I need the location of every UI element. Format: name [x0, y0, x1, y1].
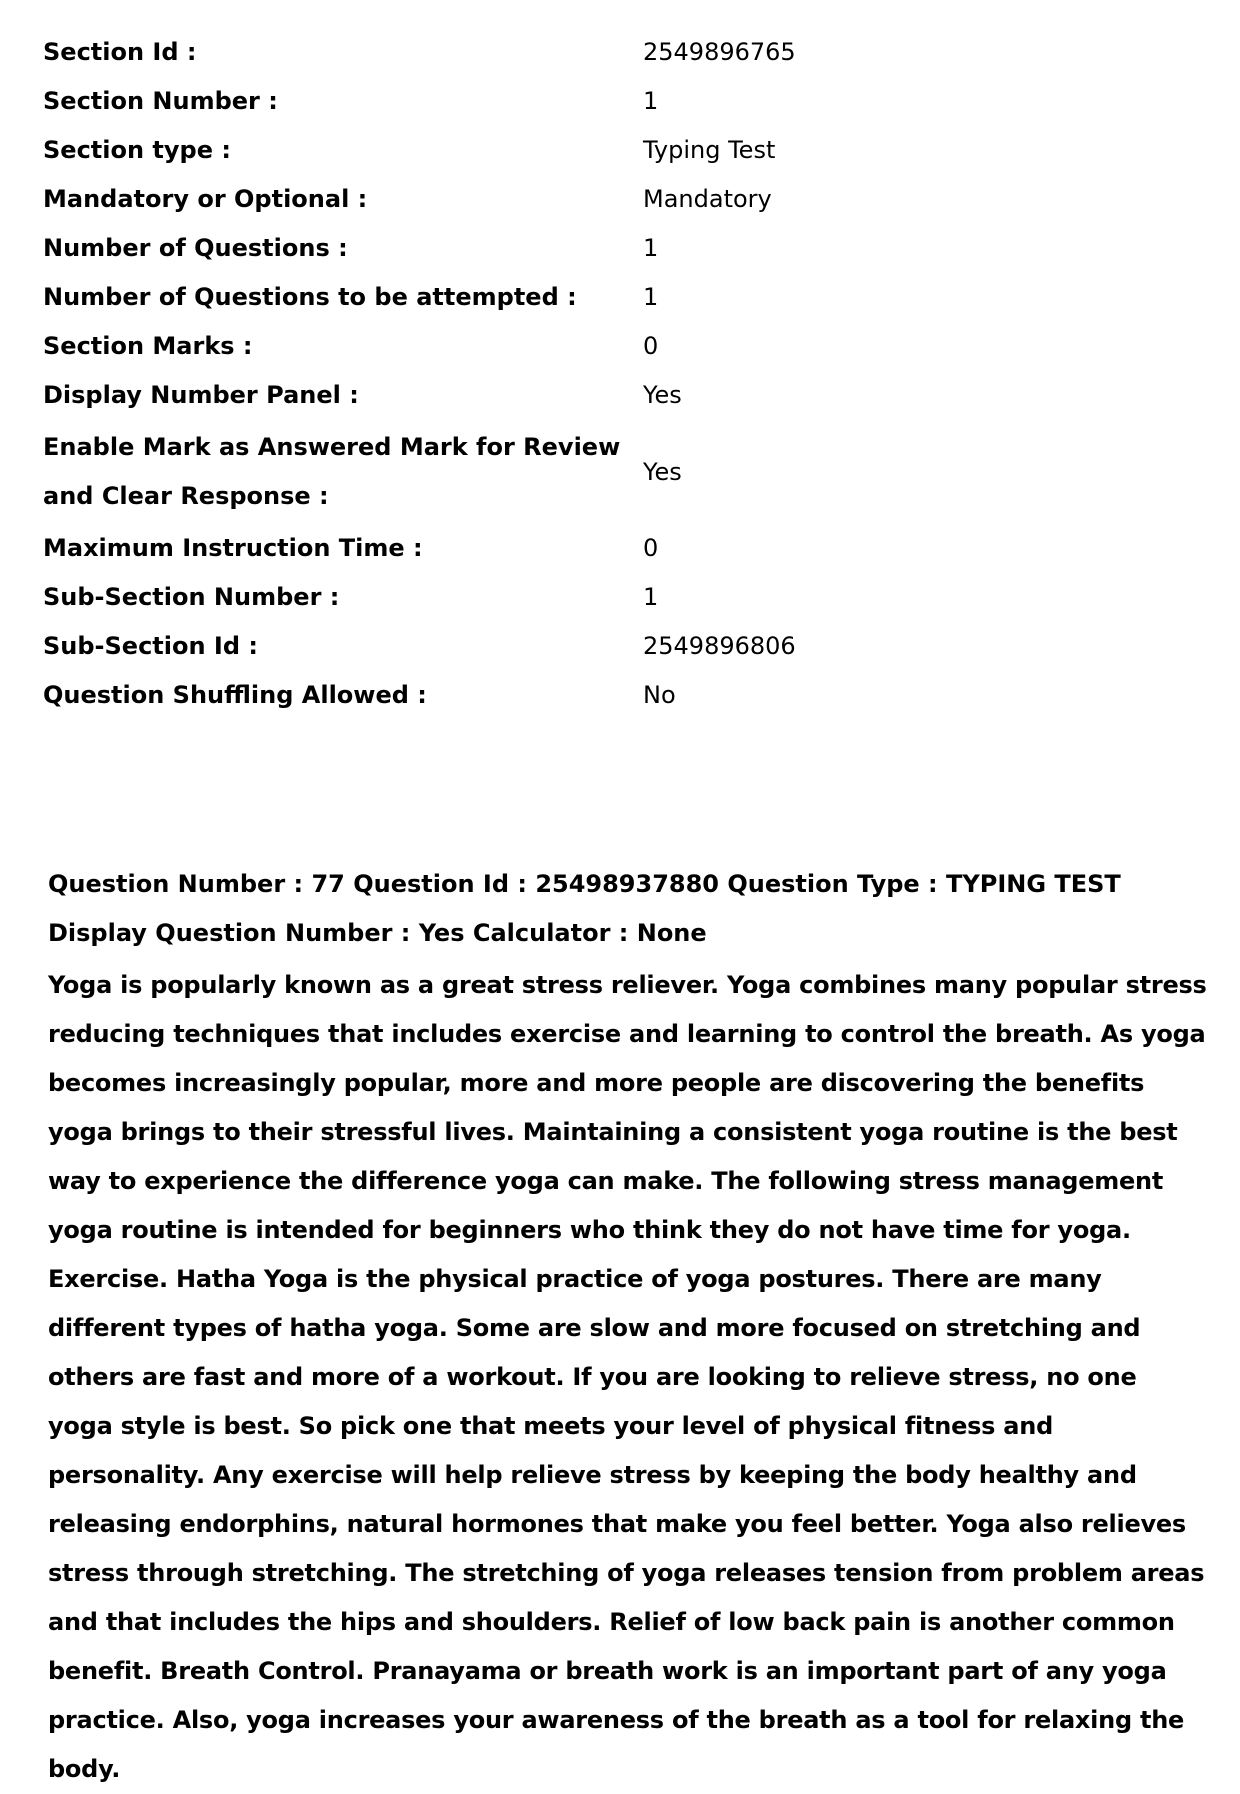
number-of-questions-value: 1 — [643, 234, 659, 262]
section-type-value: Typing Test — [643, 136, 776, 164]
question-header: Question Number : 77 Question Id : 25498937880 Question Type : TYPING TEST Display Question Number : Yes Calculator : None — [48, 870, 1121, 947]
max-instruction-time-label: Maximum Instruction Time : — [43, 534, 423, 562]
section-info-row — [43, 224, 803, 273]
section-info-row — [43, 420, 803, 524]
section-id-value: 2549896765 — [643, 38, 796, 66]
questions-to-attempt-value: 1 — [643, 283, 659, 311]
section-info-row — [43, 371, 803, 420]
display-number-panel-value: Yes — [643, 381, 682, 409]
mark-for-review-label: Enable Mark as Answered Mark for Review and Clear Response : — [43, 433, 621, 510]
sub-section-id-label: Sub-Section Id : — [43, 632, 258, 660]
section-info-row — [43, 622, 803, 671]
sub-section-number-value: 1 — [643, 583, 659, 611]
typing-passage: Yoga is popularly known as a great stress reliever. Yoga combines many popular stress reducing techniques that includes exercise and learning to control the breath. As yoga becomes increasingly popular, more and more people are discovering the benefits yoga brings to their stressful lives. Maintaining a consistent yoga routine is the best way to experience the difference yoga can make. The following stress management yoga routine is intended for beginners who think they do not have time for yoga. Exercise. Hatha Yoga is the physical practice of yoga postures. There are many different types of hatha yoga. Some are slow and more focused on stretching and others are fast and more of a workout. If you are looking to relieve stress, no one yoga style is best. So pick one that meets your level of physical fitness and personality. Any exercise will help relieve stress by keeping the body healthy and releasing endorphins, natural hormones that make you feel better. Yoga also relieves stress through stretching. The stretching of yoga releases tension from problem areas and that includes the hips and shoulders. Relief of low back pain is another common benefit. Breath Control. Pranayama or breath work is an important part of any yoga practice. Also, yoga increases your awareness of the breath as a tool for relaxing the body. — [48, 971, 1207, 1783]
questions-to-attempt-label: Number of Questions to be attempted : — [43, 283, 577, 311]
mark-for-review-value: Yes — [643, 457, 682, 486]
section-info-row — [43, 573, 803, 622]
section-number-value: 1 — [643, 87, 659, 115]
display-number-panel-label: Display Number Panel : — [43, 381, 359, 409]
section-id-label: Section Id : — [43, 38, 197, 66]
section-info-row — [43, 77, 803, 126]
question-shuffling-label: Question Shuffling Allowed : — [43, 681, 427, 709]
sub-section-number-label: Sub-Section Number : — [43, 583, 340, 611]
mandatory-value: Mandatory — [643, 185, 772, 213]
section-type-label: Section type : — [43, 136, 231, 164]
section-info-row — [43, 671, 803, 720]
question-shuffling-value: No — [643, 681, 676, 709]
section-info-row — [43, 175, 803, 224]
section-number-label: Section Number : — [43, 87, 278, 115]
section-info-table — [43, 28, 803, 720]
question-block — [48, 860, 1208, 1794]
section-info-row — [43, 322, 803, 371]
mandatory-label: Mandatory or Optional : — [43, 185, 368, 213]
section-info-row — [43, 28, 803, 77]
section-info-row — [43, 126, 803, 175]
max-instruction-time-value: 0 — [643, 534, 659, 562]
number-of-questions-label: Number of Questions : — [43, 234, 348, 262]
sub-section-id-value: 2549896806 — [643, 632, 796, 660]
section-info-row — [43, 524, 803, 573]
section-marks-value: 0 — [643, 332, 659, 360]
section-info-row — [43, 273, 803, 322]
section-marks-label: Section Marks : — [43, 332, 253, 360]
